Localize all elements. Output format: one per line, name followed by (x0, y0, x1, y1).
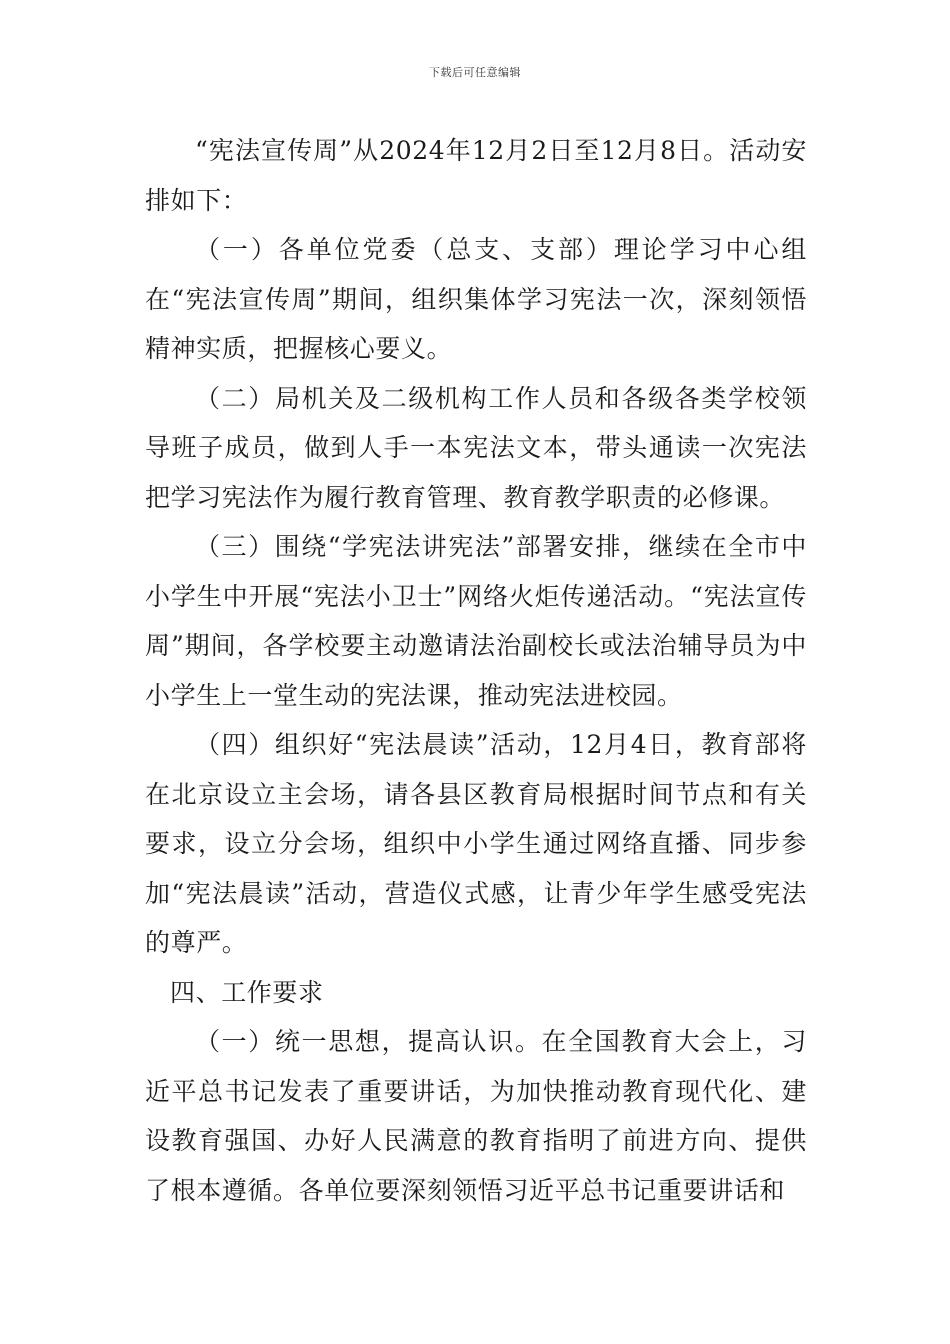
document-body (145, 126, 807, 1215)
paragraph-item-2-constitution-text: （二）局机关及二级机构工作人员和各级各类学校领导班子成员，做到人手一本宪法文本，带头通读一次宪法把学习宪法作为履行教育管理、教育教学职责的必修课。 (145, 383, 807, 512)
paragraph-publicity-week-dates: “宪法宣传周”从2024年12月2日至12月8日。活动安排如下： (145, 136, 807, 215)
paragraph-item-1-study-group: （一）各单位党委（总支、支部）理论学习中心组在“宪法宣传周”期间，组织集体学习宪法一次，深刻领悟精神实质，把握核心要义。 (145, 235, 807, 363)
download-edit-note: 下载后可任意编辑 (429, 66, 521, 79)
section-heading-work-requirements: 四、工作要求 (170, 977, 324, 1007)
paragraph-item-4-morning-reading: （四）组织好“宪法晨读”活动，12月4日，教育部将在北京设立主会场，请各县区教育局根据时间节点和有关要求，设立分会场，组织中小学生通过网络直播、同步参加“宪法晨读”活动，营造仪式感，让青少年学生感受宪法的尊严。 (145, 730, 807, 957)
paragraph-requirement-1-unify-thinking: （一）统一思想，提高认识。在全国教育大会上，习近平总书记发表了重要讲话，为加快推动教育现代化、建设教育强国、办好人民满意的教育指明了前进方向、提供了根本遵循。各单位要深刻领悟习近平总书记重要讲话和 (145, 1027, 807, 1205)
paragraph-item-3-torch-relay: （三）围绕“学宪法讲宪法”部署安排，继续在全市中小学生中开展“宪法小卫士”网络火炬传递活动。“宪法宣传周”期间，各学校要主动邀请法治副校长或法治辅导员为中小学生上一堂生动的宪法课，推动宪法进校园。 (145, 532, 807, 710)
